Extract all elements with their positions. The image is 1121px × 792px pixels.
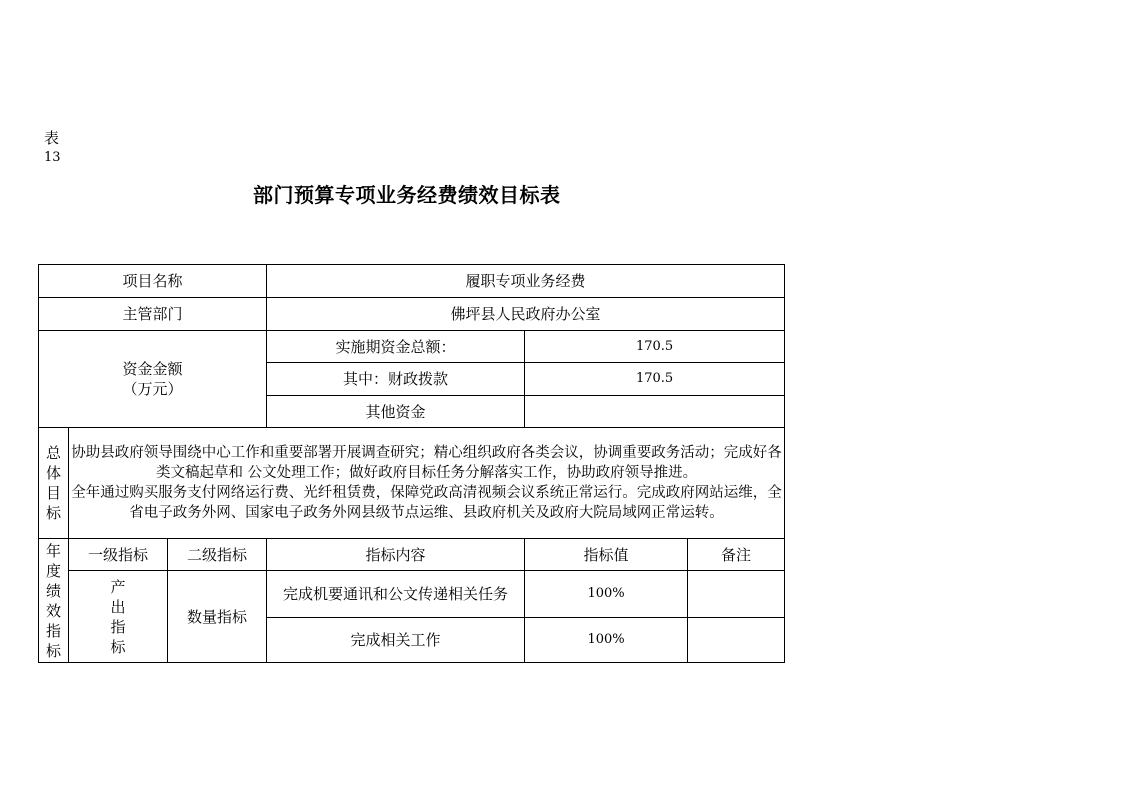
annual-indicators-label-char: 标 [45, 641, 61, 660]
header-level2: 二级指标 [168, 539, 267, 571]
performance-target-table [38, 264, 785, 663]
table-number-label [44, 128, 61, 168]
header-remark: 备注 [688, 539, 785, 571]
overall-goal-row [39, 428, 785, 539]
project-name-label: 项目名称 [39, 265, 267, 298]
overall-goal-text [69, 428, 785, 539]
level1-char: 出 [110, 597, 126, 616]
funds-total-label: 实施期资金总额： [267, 331, 525, 363]
indicator-content: 完成相关工作 [267, 618, 525, 663]
table-label-char: 表 [44, 129, 60, 147]
overall-goal-label-char: 标 [45, 504, 61, 522]
funds-unit: （万元） [122, 380, 183, 398]
indicator-value: 100% [525, 571, 688, 618]
project-name-value: 履职专项业务经费 [267, 265, 785, 298]
overall-goal-paragraph: 全年通过购买服务支付网络运行费、光纤租赁费，保障党政高清视频会议系统正常运行。完成政府网站运维，全省电子政务外网、国家电子政务外网县级节点运维、县政府机关及政府大院局域网正常运转。 [71, 485, 782, 521]
funds-total-row [39, 331, 785, 363]
funds-label-cell [39, 331, 267, 428]
level1-output-indicator [69, 571, 168, 663]
department-row [39, 298, 785, 331]
department-value: 佛坪县人民政府办公室 [267, 298, 785, 331]
indicator-header-row [39, 539, 785, 571]
funds-other-value [525, 396, 785, 428]
funds-fiscal-value: 170.5 [525, 363, 785, 396]
project-name-row [39, 265, 785, 298]
overall-goal-label-char: 目 [45, 484, 61, 502]
overall-goal-label-char: 体 [45, 464, 61, 482]
overall-goal-label [39, 428, 69, 539]
header-level1: 一级指标 [69, 539, 168, 571]
level1-char: 产 [110, 577, 126, 596]
annual-indicators-label-char: 效 [45, 601, 61, 620]
funds-other-label: 其他资金 [267, 396, 525, 428]
funds-fiscal-label: 其中：财政拨款 [267, 363, 525, 396]
annual-indicators-label-char: 年 [45, 541, 61, 560]
funds-total-value: 170.5 [525, 331, 785, 363]
annual-indicators-label-char: 绩 [45, 581, 61, 600]
overall-goal-label-char: 总 [45, 444, 61, 462]
annual-indicators-label-char: 指 [45, 621, 61, 640]
department-label: 主管部门 [39, 298, 267, 331]
indicator-row [39, 571, 785, 618]
document-title: 部门预算专项业务经费绩效目标表 [253, 183, 561, 207]
annual-indicators-label [39, 539, 69, 663]
table-number: 13 [44, 150, 61, 165]
annual-indicators-label-char: 度 [45, 561, 61, 580]
funds-label: 资金金额 [122, 360, 183, 378]
header-content: 指标内容 [267, 539, 525, 571]
level1-char: 标 [110, 637, 126, 656]
indicator-value: 100% [525, 618, 688, 663]
level2-quantity-indicator: 数量指标 [168, 571, 267, 663]
level1-char: 指 [110, 617, 126, 636]
indicator-remark [688, 571, 785, 618]
indicator-content: 完成机要通讯和公文传递相关任务 [267, 571, 525, 618]
header-value: 指标值 [525, 539, 688, 571]
indicator-remark [688, 618, 785, 663]
overall-goal-paragraph: 协助县政府领导围绕中心工作和重要部署开展调查研究；精心组织政府各类会议，协调重要政务活动；完成好各类文稿起草和 公文处理工作；做好政府目标任务分解落实工作，协助政府领导推进。 [71, 445, 782, 481]
